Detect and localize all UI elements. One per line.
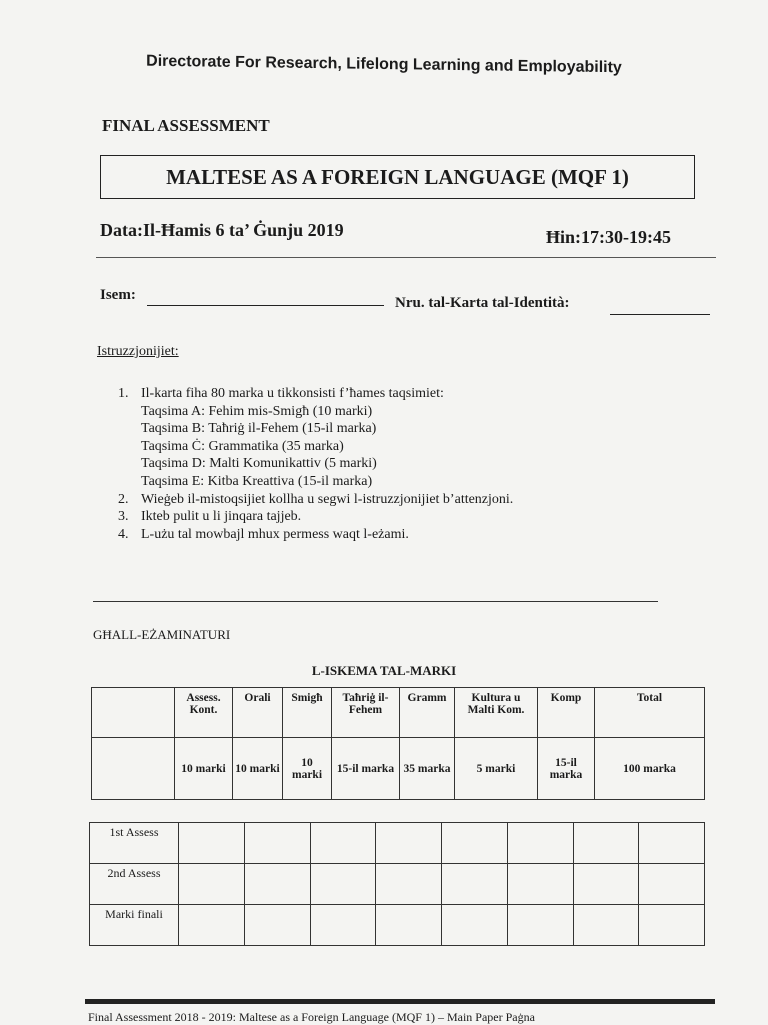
- instructions-heading: Istruzzjonijiet:: [97, 344, 179, 359]
- instruction-item: [118, 526, 513, 544]
- footer-text: Final Assessment 2018 - 2019: Maltese as a Foreign Language (MQF 1) – Main Paper Paġna: [88, 1010, 535, 1024]
- section-item: Taqsima E: Kitba Kreattiva (15-il marka): [141, 473, 373, 489]
- table-header-cell: Komp: [538, 688, 595, 738]
- score-cell[interactable]: [376, 864, 442, 905]
- instruction-number: 3.: [118, 509, 129, 525]
- table-header-row: [92, 688, 705, 738]
- table-header-cell: Kultura u Malti Kom.: [455, 688, 538, 738]
- id-card-label: Nru. tal-Karta tal-Identità:: [395, 295, 570, 311]
- score-cell[interactable]: [310, 823, 376, 864]
- table-cell: 35 marka: [400, 738, 455, 800]
- instruction-number: 2.: [118, 491, 129, 507]
- table-cell: 15-il marka: [538, 738, 595, 800]
- score-cell[interactable]: [179, 823, 245, 864]
- score-cell[interactable]: [376, 823, 442, 864]
- id-card-field[interactable]: [610, 314, 710, 315]
- table-cell: 10 marki: [283, 738, 332, 800]
- score-cell[interactable]: [507, 864, 573, 905]
- section-divider: [93, 601, 658, 602]
- instruction-item: [118, 385, 513, 403]
- directorate-heading: Directorate For Research, Lifelong Learning and Employability: [146, 52, 622, 77]
- marking-scheme-title: L-ISKEMA TAL-MARKI: [311, 663, 457, 678]
- instruction-text: Il-karta fiha 80 marka u tikkonsisti f’ħames taqsimiet:: [141, 386, 444, 401]
- section-item: Taqsima A: Fehim mis-Smigħ (10 marki): [141, 403, 373, 419]
- score-cell[interactable]: [639, 905, 705, 946]
- instruction-item: [118, 491, 513, 509]
- table-cell: [92, 738, 175, 800]
- instruction-text: Ikteb pulit u li jinqara tajjeb.: [141, 509, 302, 525]
- score-cell[interactable]: [179, 905, 245, 946]
- table-cell: 10 marki: [175, 738, 233, 800]
- table-header-cell: Gramm: [400, 688, 455, 738]
- table-row: [92, 738, 705, 800]
- score-cell[interactable]: [573, 905, 639, 946]
- row-label: 1st Assess: [90, 823, 179, 864]
- section-item: Taqsima B: Taħriġ il-Fehem (15-il marka): [141, 421, 377, 437]
- score-cell[interactable]: [507, 905, 573, 946]
- score-cell[interactable]: [244, 864, 310, 905]
- row-label: Marki finali: [90, 905, 179, 946]
- score-cell[interactable]: [179, 864, 245, 905]
- instruction-text: L-użu tal mowbajl mhux permess waqt l-eżami.: [141, 526, 409, 542]
- table-header-cell: Orali: [233, 688, 283, 738]
- score-cell[interactable]: [244, 905, 310, 946]
- table-cell: 15-il marka: [332, 738, 400, 800]
- score-cell[interactable]: [573, 823, 639, 864]
- instruction-item: [118, 508, 513, 526]
- instruction-number: 1.: [118, 386, 129, 401]
- table-header-cell: Smigħ: [283, 688, 332, 738]
- footer-rule: [85, 999, 715, 1004]
- score-cell[interactable]: [639, 864, 705, 905]
- score-cell[interactable]: [376, 905, 442, 946]
- table-row: [90, 823, 705, 864]
- table-row: [90, 905, 705, 946]
- instruction-number: 4.: [118, 526, 129, 542]
- table-row: [90, 864, 705, 905]
- table-header-cell: Total: [595, 688, 705, 738]
- table-cell: [92, 688, 175, 738]
- marking-scheme-table: [91, 687, 705, 800]
- name-field[interactable]: [147, 305, 384, 306]
- subject-title-box: [100, 155, 695, 199]
- assessment-table: [89, 822, 705, 946]
- header-divider: [96, 257, 716, 258]
- table-cell: 100 marka: [595, 738, 705, 800]
- examiner-label: GĦALL-EŻAMINATURI: [93, 627, 231, 642]
- section-item: Taqsima Ċ: Grammatika (35 marka): [141, 438, 344, 454]
- name-label: Isem:: [100, 287, 136, 303]
- score-cell[interactable]: [244, 823, 310, 864]
- score-cell[interactable]: [507, 823, 573, 864]
- instructions-list: [118, 385, 513, 543]
- score-cell[interactable]: [310, 864, 376, 905]
- score-cell[interactable]: [442, 864, 508, 905]
- score-cell[interactable]: [639, 823, 705, 864]
- table-cell: 10 marki: [233, 738, 283, 800]
- exam-date: Data:Il-Ħamis 6 ta’ Ġunju 2019: [100, 220, 344, 240]
- subject-title: MALTESE AS A FOREIGN LANGUAGE (MQF 1): [166, 164, 629, 189]
- final-assessment-label: FINAL ASSESSMENT: [102, 116, 270, 135]
- section-item: Taqsima D: Malti Komunikattiv (5 marki): [141, 456, 377, 472]
- row-label: 2nd Assess: [90, 864, 179, 905]
- score-cell[interactable]: [310, 905, 376, 946]
- instruction-text: Wieġeb il-mistoqsijiet kollha u segwi l-istruzzjonijiet b’attenzjoni.: [141, 491, 514, 507]
- score-cell[interactable]: [442, 823, 508, 864]
- exam-time: Ħin:17:30-19:45: [546, 227, 671, 247]
- table-cell: 5 marki: [455, 738, 538, 800]
- table-header-cell: Assess. Kont.: [175, 688, 233, 738]
- table-header-cell: Taħriġ il-Fehem: [332, 688, 400, 738]
- score-cell[interactable]: [573, 864, 639, 905]
- score-cell[interactable]: [442, 905, 508, 946]
